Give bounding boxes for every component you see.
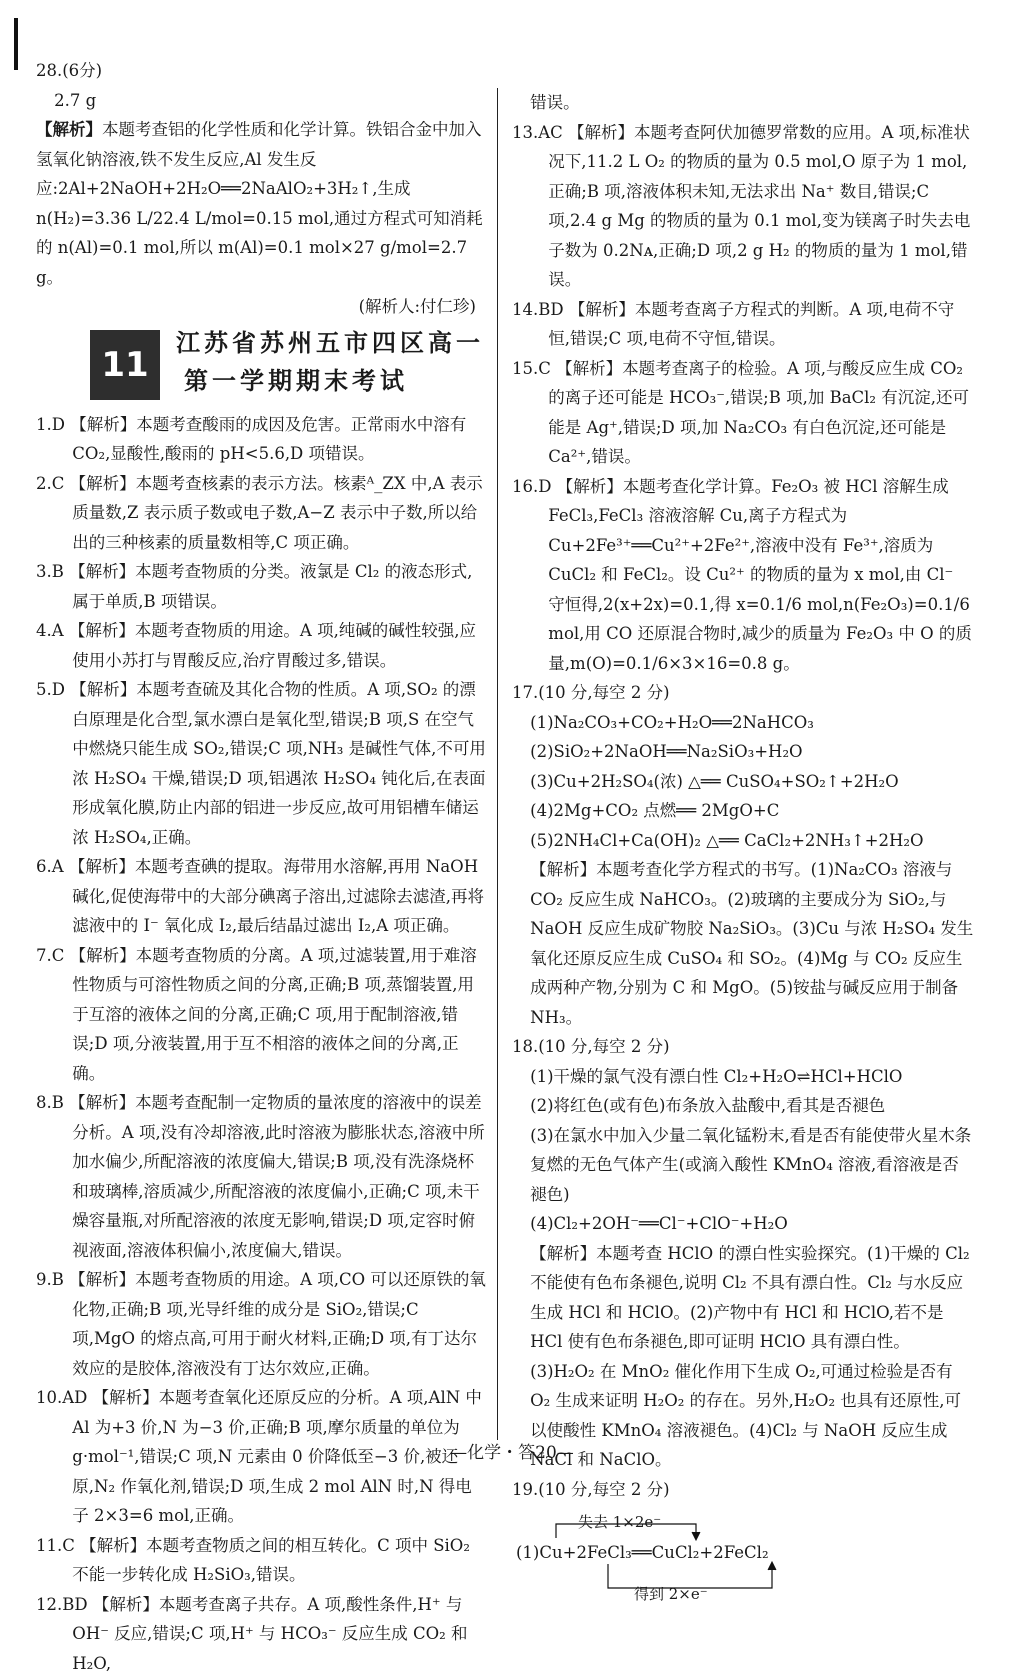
item-18-heading: 18.(10 分,每空 2 分) (512, 1032, 974, 1062)
item-9: 9.B 【解析】本题考查物质的用途。A 项,CO 可以还原铁的氧化物,正确;B 项,光导纤维的成分是 SiO₂,错误;C 项,MgO 的熔点高,可用于耐火材料,正确;D 项,有丁达尔效应的是胶体,溶液没有丁达尔效应,正确。 (36, 1265, 486, 1383)
item-17-2: (2)SiO₂+2NaOH══Na₂SiO₃+H₂O (512, 737, 974, 767)
item-1: 1.D 【解析】本题考查酸雨的成因及危害。正常雨水中溶有 CO₂,显酸性,酸雨的 pH<5.6,D 项错误。 (36, 410, 486, 469)
section-title-line1: 江苏省苏州五市四区高一 (176, 328, 484, 357)
page-footer: —化学・答20— (0, 1438, 1024, 1463)
q28-analysis-text: 本题考查铝的化学性质和化学计算。铁铝合金中加入氢氧化钠溶液,铁不发生反应,Al 发生反应:2Al+2NaOH+2H₂O══2NaAlO₂+3H₂↑,生成 n(H₂)=3.36 L/22.4 L/mol=0.15 mol,通过方程式可知消耗的 n(Al)=0.1 mol,所以 m(Al)=0.1 mol×27 g/mol=2.7 g。 (36, 120, 483, 287)
page-edge-line (14, 18, 18, 70)
item-12: 12.BD 【解析】本题考查离子共存。A 项,酸性条件,H⁺ 与 OH⁻ 反应,错误;C 项,H⁺ 与 HCO₃⁻ 反应生成 CO₂ 和 H₂O, (36, 1590, 486, 1678)
column-divider (497, 88, 498, 1440)
item-18-1: (1)干燥的氯气没有漂白性 Cl₂+H₂O⇌HCl+HClO (512, 1062, 974, 1092)
item-5: 5.D 【解析】本题考查硫及其化合物的性质。A 项,SO₂ 的漂白原理是化合型,氯水漂白是氧化型,错误;B 项,S 在空气中燃烧只能生成 SO₂,错误;C 项,NH₃ 是碱性气体,不可用浓 H₂SO₄ 干燥,错误;D 项,铝遇浓 H₂SO₄ 钝化后,在表面形成氧化膜,防止内部的铝进一步反应,故可用铝槽车储运浓 H₂SO₄,正确。 (36, 675, 486, 852)
item-18-analysis: 【解析】本题考查 HClO 的漂白性实验探究。(1)干燥的 Cl₂ 不能使有色布条褪色,说明 Cl₂ 不具有漂白性。Cl₂ 与水反应生成 HCl 和 HClO。(2)产物中有 HCl 和 HClO,若不是 HCl 使有色布条褪色,即可证明 HClO 具有漂白性。(3)H₂O₂ 在 MnO₂ 催化作用下生成 O₂,可通过检验是否有 O₂ 生成来证明 H₂O₂ 的存在。另外,H₂O₂ 也具有还原性,可以使酸性 KMnO₄ 溶液褪色。(4)Cl₂ 与 NaOH 反应生成 NaCl 和 NaClO。 (512, 1239, 974, 1475)
section-title-line2: 第一学期期末考试 (176, 362, 484, 400)
item-3: 3.B 【解析】本题考查物质的分类。液氯是 Cl₂ 的液态形式,属于单质,B 项错误。 (36, 557, 486, 616)
item-15: 15.C 【解析】本题考查离子的检验。A 项,与酸反应生成 CO₂ 的离子还可能是 HCO₃⁻,错误;B 项,加 BaCl₂ 有沉淀,还可能是 Ag⁺,错误;D 项,加 Na₂CO₃ 有白色沉淀,还可能是 Ca²⁺,错误。 (512, 354, 974, 472)
gain-electrons-label: 得到 2×e⁻ (634, 1580, 708, 1610)
lose-electrons-label: 失去 1×2e⁻ (578, 1508, 661, 1538)
section-title (176, 324, 484, 400)
q28-answer: 2.7 g (36, 86, 486, 116)
section-header (36, 324, 486, 410)
q28-heading: 28.(6分) (36, 56, 486, 86)
item-8: 8.B 【解析】本题考查配制一定物质的量浓度的溶液中的误差分析。A 项,没有冷却溶液,此时溶液为膨胀状态,溶液中所加水偏少,所配溶液的浓度偏大,错误;B 项,没有洗涤烧杯和玻璃棒,溶质减少,所配溶液的浓度偏小,正确;C 项,未干燥容量瓶,对所配溶液的浓度无影响,错误;D 项,定容时俯视液面,溶液体积偏小,浓度偏大,错误。 (36, 1088, 486, 1265)
left-column (36, 56, 486, 1678)
item-16: 16.D 【解析】本题考查化学计算。Fe₂O₃ 被 HCl 溶解生成 FeCl₃,FeCl₃ 溶液溶解 Cu,离子方程式为 Cu+2Fe³⁺══Cu²⁺+2Fe²⁺,溶液中没有 Fe³⁺,溶质为 CuCl₂ 和 FeCl₂。设 Cu²⁺ 的物质的量为 x mol,由 Cl⁻ 守恒得,2(x+2x)=0.1,得 x=0.1/6 mol,n(Fe₂O₃)=0.1/6 mol,用 CO 还原混合物时,减少的质量为 Fe₂O₃ 中 O 的质量,m(O)=0.1/6×3×16=0.8 g。 (512, 472, 974, 679)
item-10: 10.AD 【解析】本题考查氧化还原反应的分析。A 项,AlN 中 Al 为+3 价,N 为−3 价,正确;B 项,摩尔质量的单位为 g·mol⁻¹,错误;C 项,N 元素由 0 价降低至−3 价,被还原,N₂ 作氧化剂,错误;D 项,生成 2 mol AlN 时,N 得电子 2×3=6 mol,正确。 (36, 1383, 486, 1531)
redox-equation: (1)Cu+2FeCl₃══CuCl₂+2FeCl₂ (516, 1538, 769, 1568)
item-17-5: (5)2NH₄Cl+Ca(OH)₂ △══ CaCl₂+2NH₃↑+2H₂O (512, 826, 974, 856)
q28-author: (解析人:付仁珍) (36, 292, 486, 322)
item-14: 14.BD 【解析】本题考查离子方程式的判断。A 项,电荷不守恒,错误;C 项,电荷不守恒,错误。 (512, 295, 974, 354)
item-6: 6.A 【解析】本题考查碘的提取。海带用水溶解,再用 NaOH 碱化,促使海带中的大部分碘离子溶出,过滤除去滤渣,再将滤液中的 I⁻ 氧化成 I₂,最后结晶过滤出 I₂,A 项正确。 (36, 852, 486, 941)
item-17-1: (1)Na₂CO₃+CO₂+H₂O══2NaHCO₃ (512, 708, 974, 738)
q28-analysis (36, 115, 486, 292)
item-4: 4.A 【解析】本题考查物质的用途。A 项,纯碱的碱性较强,应使用小苏打与胃酸反应,治疗胃酸过多,错误。 (36, 616, 486, 675)
item-17-heading: 17.(10 分,每空 2 分) (512, 678, 974, 708)
item-17-analysis: 【解析】本题考查化学方程式的书写。(1)Na₂CO₃ 溶液与 CO₂ 反应生成 NaHCO₃。(2)玻璃的主要成分为 SiO₂,与 NaOH 反应生成矿物胶 Na₂SiO₃。(3)Cu 与浓 H₂SO₄ 发生氧化还原反应生成 CuSO₄ 和 SO₂。(4)Mg 与 CO₂ 反应生成两种产物,分别为 C 和 MgO。(5)铵盐与碱反应用于制备 NH₃。 (512, 855, 974, 1032)
item-17-4: (4)2Mg+CO₂ 点燃══ 2MgO+C (512, 796, 974, 826)
item-11: 11.C 【解析】本题考查物质之间的相互转化。C 项中 SiO₂ 不能一步转化成 H₂SiO₃,错误。 (36, 1531, 486, 1590)
item-18-3: (3)在氯水中加入少量二氧化锰粉末,看是否有能使带火星木条复燃的无色气体产生(或滴入酸性 KMnO₄ 溶液,看溶液是否褪色) (512, 1121, 974, 1210)
item-12-continued: 错误。 (512, 88, 974, 118)
item-7: 7.C 【解析】本题考查物质的分离。A 项,过滤装置,用于难溶性物质与可溶性物质之间的分离,正确;B 项,蒸馏装置,用于互溶的液体之间的分离,正确;C 项,用于配制溶液,错误;D 项,分液装置,用于互不相溶的液体之间的分离,正确。 (36, 941, 486, 1089)
section-number: 11 (90, 330, 160, 400)
item-13: 13.AC 【解析】本题考查阿伏加德罗常数的应用。A 项,标准状况下,11.2 L O₂ 的物质的量为 0.5 mol,O 原子为 1 mol,正确;B 项,溶液体积未知,无法求出 Na⁺ 数目,错误;C 项,2.4 g Mg 的物质的量为 0.1 mol,变为镁离子时失去电子数为 0.2Nᴀ,正确;D 项,2 g H₂ 的物质的量为 1 mol,错误。 (512, 118, 974, 295)
analysis-tag: 【解析】 (36, 120, 102, 139)
item-18-4: (4)Cl₂+2OH⁻══Cl⁻+ClO⁻+H₂O (512, 1209, 974, 1239)
item-18-2: (2)将红色(或有色)布条放入盐酸中,看其是否褪色 (512, 1091, 974, 1121)
item-17-3: (3)Cu+2H₂SO₄(浓) △══ CuSO₄+SO₂↑+2H₂O (512, 767, 974, 797)
gain-arrowhead (768, 1562, 776, 1570)
item-2: 2.C 【解析】本题考查核素的表示方法。核素ᴬ_ZX 中,A 表示质量数,Z 表示质子数或电子数,A−Z 表示中子数,所以给出的三种核素的质量数相等,C 项正确。 (36, 469, 486, 558)
item-19-heading: 19.(10 分,每空 2 分) (512, 1475, 974, 1505)
electron-transfer-diagram (512, 1508, 974, 1608)
right-column (512, 88, 974, 1608)
